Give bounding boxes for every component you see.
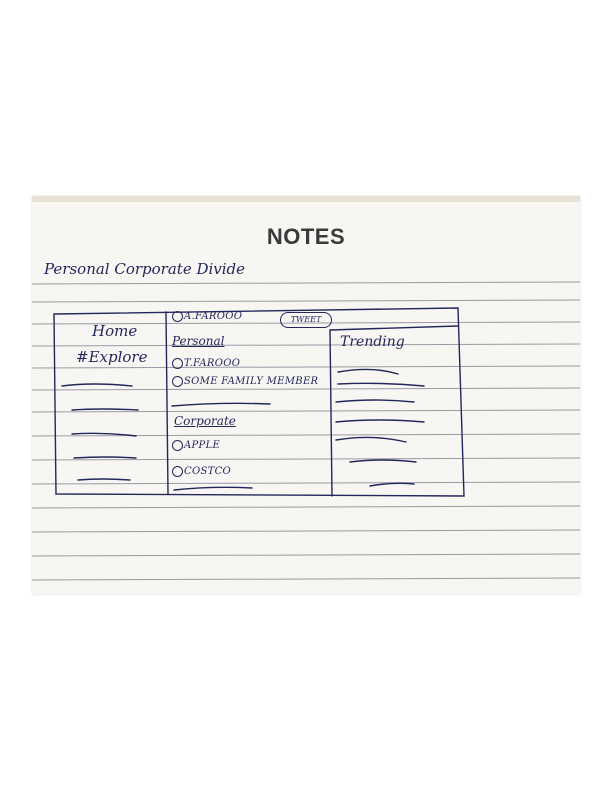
account-top[interactable] [172, 311, 242, 322]
avatar [172, 466, 183, 477]
page-heading: NOTES [266, 224, 346, 249]
tweet-placeholder [172, 403, 270, 406]
personal-account-name: SOME FAMILY MEMBER [184, 376, 319, 387]
nav-explore[interactable]: #Explore [76, 348, 148, 366]
notepad-page [32, 196, 580, 594]
personal-account-name: T.FAROOO [184, 358, 241, 369]
trend-placeholder [338, 383, 424, 386]
trend-placeholder [338, 369, 398, 374]
trend-placeholder [350, 460, 416, 462]
personal-section-label: Personal [172, 334, 225, 348]
personal-account[interactable] [172, 358, 240, 369]
avatar [172, 311, 183, 322]
trend-placeholder [336, 437, 406, 442]
corporate-account[interactable] [172, 440, 220, 451]
corporate-account-name: COSTCO [184, 466, 232, 477]
left-column-divider [166, 312, 168, 494]
trending-title: Trending [340, 334, 405, 350]
trend-placeholder [370, 483, 414, 486]
sketch-title: Personal Corporate Divide [44, 260, 246, 278]
nav-placeholder [72, 409, 138, 410]
nav-home[interactable]: Home [92, 322, 138, 340]
corporate-account[interactable] [172, 466, 231, 477]
avatar [172, 358, 183, 369]
nav-placeholder [72, 433, 136, 436]
avatar [172, 376, 183, 387]
nav-placeholder [62, 384, 132, 386]
trend-placeholder [336, 420, 424, 422]
wireframe-sketch [32, 196, 580, 594]
corporate-section-label: Corporate [174, 414, 236, 428]
personal-account[interactable] [172, 376, 318, 387]
right-column-divider [330, 330, 332, 496]
avatar [172, 440, 183, 451]
nav-placeholder [78, 479, 130, 480]
account-top-name: A.FAROOO [184, 311, 243, 322]
tweet-placeholder [174, 487, 252, 490]
corporate-account-name: APPLE [184, 440, 221, 451]
trend-placeholder [336, 400, 414, 402]
right-column-top [330, 326, 458, 330]
nav-placeholder [74, 457, 136, 458]
tweet-button[interactable]: TWEET [280, 312, 332, 328]
